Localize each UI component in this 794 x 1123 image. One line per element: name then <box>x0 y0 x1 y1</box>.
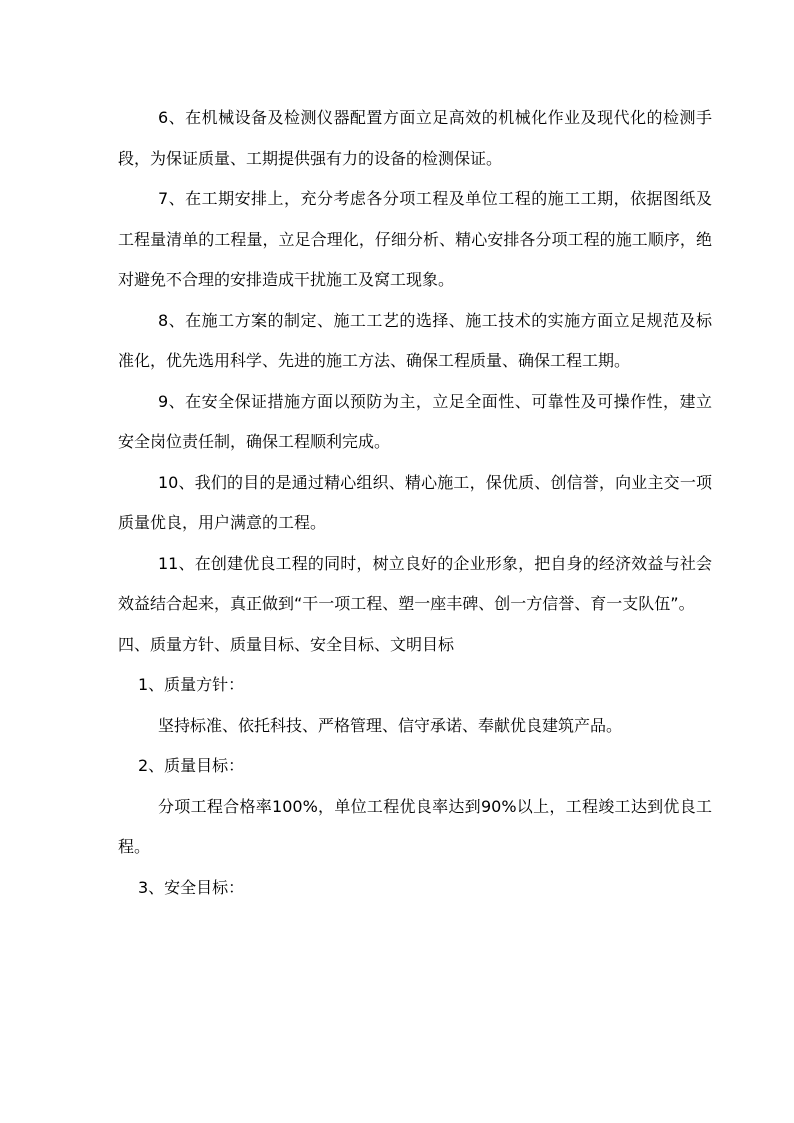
section-heading: 四、质量方针、质量目标、安全目标、文明目标 <box>118 634 455 654</box>
paragraph-9: 9、在安全保证措施方面以预防为主，立足全面性、可靠性及可操作性，建立安全岗位责任制，确保工程顺利完成。 <box>118 391 712 451</box>
paragraph-7: 7、在工期安排上，充分考虑各分项工程及单位工程的施工工期，依据图纸及工程量清单的工程量，立足合理化，仔细分析、精心安排各分项工程的施工顺序，绝对避免不合理的安排造成干扰施工及窝工现象。 <box>118 189 712 289</box>
document-body <box>118 98 712 908</box>
quality-policy-title: 1、质量方针： <box>138 675 245 694</box>
safety-goal-title: 3、安全目标： <box>138 877 245 897</box>
paragraph-6: 6、在机械设备及检测仪器配置方面立足高效的机械化作业及现代化的检测手段，为保证质量、工期提供强有力的设备的检测保证。 <box>118 108 712 168</box>
quality-goal-title: 2、质量目标： <box>138 756 245 775</box>
paragraph-8: 8、在施工方案的制定、施工工艺的选择、施工技术的实施方面立足规范及标准化，优先选用科学、先进的施工方法、确保工程质量、确保工程工期。 <box>118 310 712 370</box>
quality-policy-body: 坚持标准、依托科技、严格管理、信守承诺、奉献优良建筑产品。 <box>158 715 623 735</box>
paragraph-10: 10、我们的目的是通过精心组织、精心施工，保优质、创信誉，向业主交一项质量优良，用户满意的工程。 <box>118 472 712 532</box>
quality-goal-body: 分项工程合格率100%，单位工程优良率达到90%以上，工程竣工达到优良工程。 <box>118 796 712 856</box>
paragraph-11: 11、在创建优良工程的同时，树立良好的企业形象，把自身的经济效益与社会效益结合起来，真正做到“干一项工程、塑一座丰碑、创一方信誉、育一支队伍”。 <box>118 553 712 613</box>
